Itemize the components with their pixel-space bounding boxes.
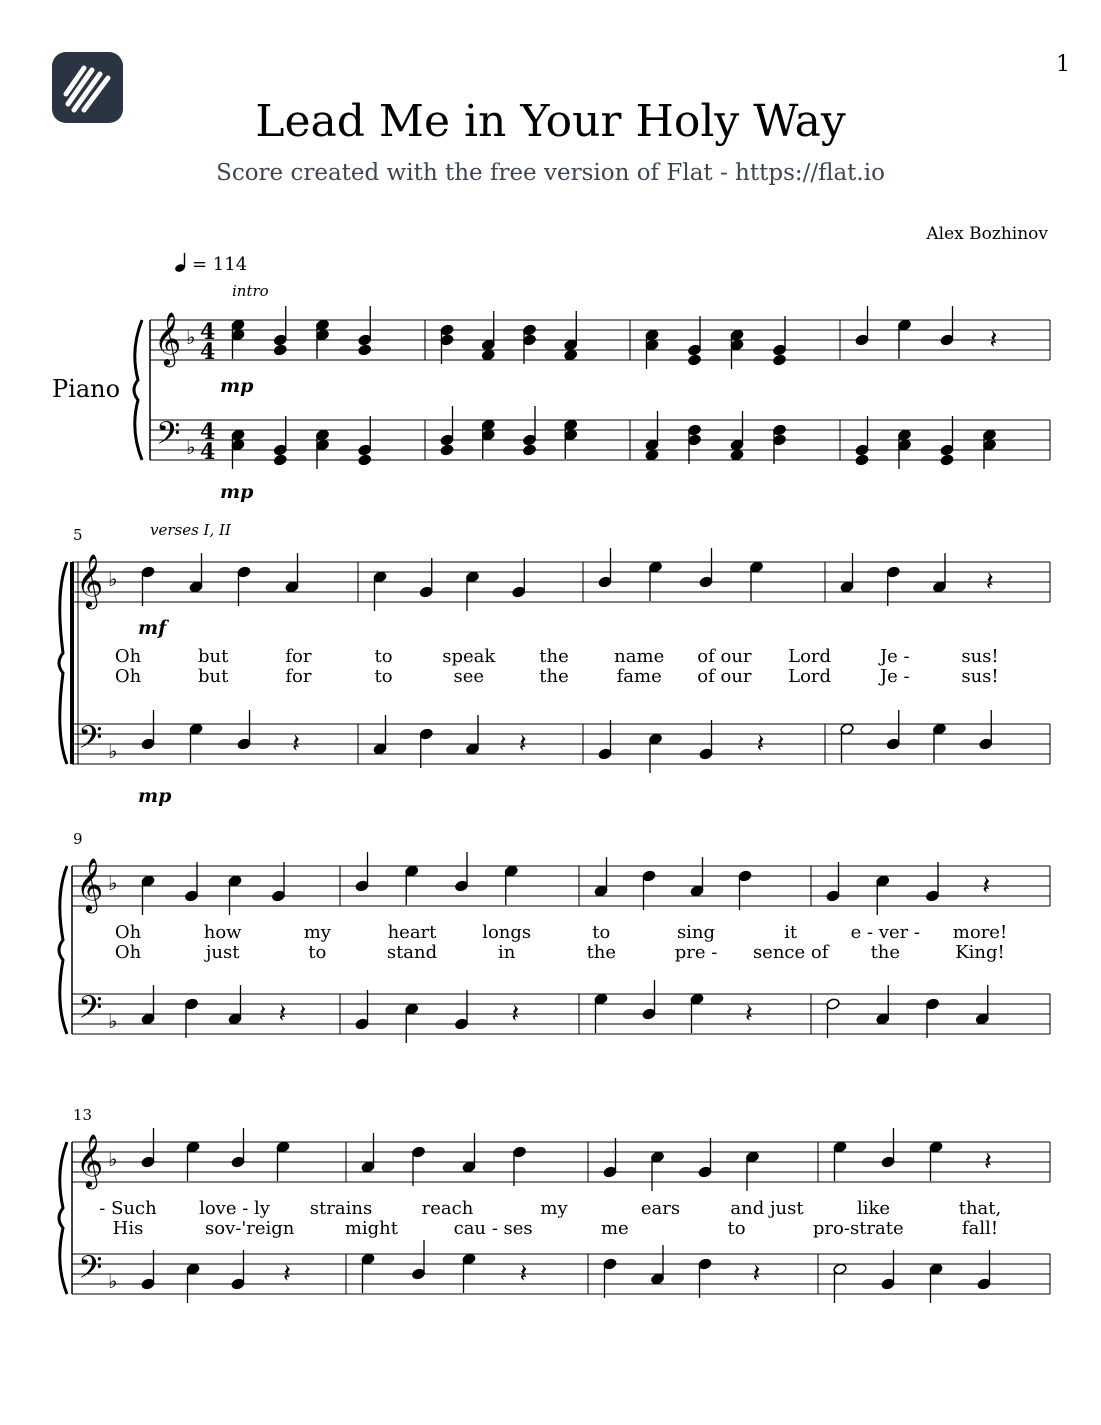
quarter-note [929, 1263, 943, 1303]
lyric-syllable: Lord [788, 666, 832, 687]
quarter-note [273, 306, 287, 346]
quarter-note [687, 354, 701, 366]
quarter-note [358, 416, 372, 456]
time-signature-bottom: 4 [200, 439, 216, 465]
quarter-rest-icon: 𝄽 [278, 999, 287, 1029]
quarter-note [772, 316, 786, 356]
quarter-note [189, 553, 203, 593]
quarter-note [603, 1258, 617, 1298]
upper-staff [72, 562, 1050, 602]
composer: Alex Bozhinov [926, 224, 1048, 244]
quarter-note [749, 561, 763, 601]
notehead [855, 454, 869, 466]
quarter-note [358, 306, 372, 346]
treble-clef-icon: 𝄞 [76, 857, 104, 911]
lyric-syllable: Lord [788, 646, 832, 667]
quarter-note [186, 1141, 200, 1181]
notehead [564, 349, 578, 361]
lyric-syllable: Je - [879, 666, 910, 687]
quarter-note [462, 1133, 476, 1173]
notehead [273, 344, 287, 356]
lyric-syllable: e - ver - [850, 922, 921, 943]
quarter-rest-icon: 𝄽 [752, 1259, 761, 1289]
measure-number: 13 [73, 1106, 93, 1124]
quarter-rest-icon: 𝄽 [292, 729, 300, 759]
quarter-note [876, 985, 890, 1025]
lyric-syllable: fall! [961, 1218, 999, 1239]
lyric-syllable: it [784, 922, 798, 943]
quarter-note [642, 980, 656, 1020]
lower-staff [150, 420, 1050, 460]
notehead [440, 444, 454, 456]
quarter-note [699, 720, 713, 760]
bass-clef-icon: 𝄢 [78, 989, 103, 1033]
quarter-note [512, 1146, 526, 1186]
quarter-note [231, 1250, 245, 1290]
lyric-syllable: might [344, 1218, 399, 1239]
quarter-note [419, 728, 433, 768]
quarter-note [141, 1128, 155, 1168]
quarter-note [826, 862, 840, 902]
lyric-syllable: sus! [961, 646, 999, 667]
lyric-syllable: the [539, 646, 569, 667]
quarter-note [738, 870, 752, 910]
quarter-note [897, 319, 911, 359]
quarter-note [881, 1250, 895, 1290]
lyric-syllable: pro-strate [812, 1218, 904, 1239]
quarter-note [522, 444, 536, 456]
time-signature-top: 4 [200, 319, 216, 345]
quarter-note [481, 349, 495, 361]
measure-number: 9 [73, 830, 83, 848]
lyric-syllable: - Such [99, 1198, 157, 1219]
score-subtitle: Score created with the free version of Flat - https://flat.io [216, 160, 885, 186]
quarter-note [355, 990, 369, 1030]
quarter-note [373, 715, 387, 755]
lyric-syllable: just [205, 942, 240, 963]
quarter-note [650, 1245, 664, 1285]
quarter-note [650, 1151, 664, 1191]
brace-icon [134, 320, 142, 460]
lyric-syllable: name [614, 646, 665, 667]
lyric-syllable: to [308, 942, 327, 963]
quarter-note [564, 349, 578, 361]
quarter-note [690, 857, 704, 897]
lyric-syllable: longs [482, 922, 532, 943]
quarter-note [465, 715, 479, 755]
quarter-rest-icon: 𝄽 [518, 729, 527, 759]
quarter-note [855, 306, 869, 346]
quarter-note [876, 875, 890, 915]
notehead [481, 349, 495, 361]
measure-number: 5 [73, 526, 83, 544]
quarter-rest-icon: 𝄽 [985, 567, 994, 597]
quarter-note [979, 710, 993, 750]
lyric-syllable: to [727, 1218, 746, 1239]
quarter-note [603, 1138, 617, 1178]
quarter-note [186, 1263, 200, 1303]
quarter-note [271, 862, 285, 902]
lyric-syllable: but [198, 646, 229, 667]
lyric-syllable: Oh [114, 646, 142, 667]
lyric-syllable: in [497, 942, 516, 963]
quarter-note [405, 865, 419, 905]
quarter-note [745, 1151, 759, 1191]
dynamic-marking: mp [220, 481, 254, 503]
lyric-syllable: reach [421, 1198, 474, 1219]
quarter-note [273, 344, 287, 356]
quarter-note [687, 316, 701, 356]
lyric-syllable: sus! [961, 666, 999, 687]
quarter-note [273, 454, 287, 466]
lyric-syllable: His [112, 1218, 144, 1239]
quarter-note [355, 852, 369, 892]
lyric-syllable: heart [387, 922, 437, 943]
quarter-note [512, 558, 526, 598]
quarter-note [975, 985, 989, 1025]
quarter-note [598, 548, 612, 588]
lyric-syllable: me [600, 1218, 629, 1239]
quarter-note [361, 1133, 375, 1173]
flat-sign-icon: ♭ [186, 435, 196, 459]
quarter-note [440, 444, 454, 456]
treble-clef-icon: 𝄞 [76, 553, 104, 607]
quarter-note [940, 416, 954, 456]
quarter-note [855, 416, 869, 456]
lower-staff [72, 724, 1050, 764]
lyric-syllable: my [303, 922, 331, 943]
flat-sign-icon: ♭ [108, 567, 118, 591]
lyric-syllable: of our [697, 666, 752, 687]
quarter-note [925, 998, 939, 1038]
quarter-rest-icon: 𝄽 [982, 871, 991, 901]
lyric-syllable: strains [309, 1198, 373, 1219]
section-label: intro [232, 282, 269, 300]
quarter-note [940, 306, 954, 346]
quarter-note [886, 710, 900, 750]
quarter-rest-icon: 𝄽 [519, 1259, 528, 1289]
lyric-syllable: see [453, 666, 485, 687]
lyric-syllable: that, [958, 1198, 1002, 1219]
quarter-note [141, 710, 155, 750]
quarter-note [932, 553, 946, 593]
quarter-note [419, 558, 433, 598]
lyric-syllable: fame [616, 666, 662, 687]
flat-sign-icon: ♭ [108, 1147, 118, 1171]
quarter-note [358, 344, 372, 356]
flat-sign-icon: ♭ [108, 1009, 118, 1033]
lyric-syllable: to [592, 922, 611, 943]
lyric-syllable: Oh [114, 942, 142, 963]
quarter-note [411, 1146, 425, 1186]
quarter-note [690, 993, 704, 1033]
quarter-note [940, 454, 954, 466]
dynamic-marking: mf [138, 617, 167, 639]
brace-icon [59, 866, 67, 1034]
quarter-note [648, 561, 662, 601]
quarter-rest-icon: 𝄽 [745, 999, 753, 1029]
quarter-note [237, 710, 251, 750]
quarter-note [886, 566, 900, 606]
notehead [772, 354, 786, 366]
brace-icon [59, 562, 67, 764]
dynamic-marking: mp [220, 375, 254, 397]
quarter-note [929, 1141, 943, 1181]
quarter-note [598, 720, 612, 760]
quarter-rest-icon: 𝄽 [511, 999, 520, 1029]
lyric-syllable: ears [640, 1198, 681, 1219]
lyric-syllable: for [285, 646, 312, 667]
notehead [522, 444, 536, 456]
treble-clef-icon: 𝄞 [76, 1133, 104, 1187]
lyric-syllable: like [856, 1198, 891, 1219]
time-signature-bottom: 4 [200, 339, 216, 365]
quarter-note [141, 566, 155, 606]
half-note [826, 998, 840, 1038]
brace-icon [59, 1142, 67, 1294]
quarter-note [698, 1258, 712, 1298]
quarter-note [730, 449, 744, 461]
quarter-note [699, 548, 713, 588]
quarter-note [462, 1253, 476, 1293]
repeat-start-thick [70, 562, 74, 764]
lyric-syllable: sence of [752, 942, 829, 963]
notehead [687, 354, 701, 366]
notehead [358, 454, 372, 466]
quarter-note [855, 454, 869, 466]
quarter-note [440, 406, 454, 446]
quarter-note [698, 1138, 712, 1178]
lyric-syllable: love - ly [199, 1198, 270, 1219]
lyric-syllable: to [374, 646, 393, 667]
quarter-note [237, 566, 251, 606]
section-label: verses I, II [150, 521, 231, 539]
notehead [645, 449, 659, 461]
quarter-note [645, 411, 659, 451]
bass-clef-icon: 𝄢 [78, 719, 103, 763]
quarter-note [594, 993, 608, 1033]
lower-staff [72, 994, 1050, 1034]
lyric-syllable: pre - [674, 942, 718, 963]
quarter-note [454, 852, 468, 892]
lyric-syllable: of our [697, 646, 752, 667]
quarter-note [189, 723, 203, 763]
quarter-note [228, 985, 242, 1025]
bass-clef-icon: 𝄢 [156, 415, 181, 459]
quarter-rest-icon: 𝄽 [756, 729, 765, 759]
bass-clef-icon: 𝄢 [78, 1249, 103, 1293]
quarter-note [481, 311, 495, 351]
score-title: Lead Me in Your Holy Way [255, 96, 846, 147]
tempo-text: = 114 [192, 254, 248, 275]
quarter-note [184, 998, 198, 1038]
quarter-note [184, 862, 198, 902]
notehead [358, 344, 372, 356]
notehead [940, 454, 954, 466]
quarter-note [833, 1141, 847, 1181]
lyric-syllable: King! [955, 942, 1005, 963]
lyric-syllable: for [285, 666, 312, 687]
quarter-note [772, 354, 786, 366]
quarter-note [141, 875, 155, 915]
flat-sign-icon: ♭ [186, 325, 196, 349]
quarter-note [141, 985, 155, 1025]
flat-sign-icon: ♭ [108, 739, 118, 763]
quarter-note [141, 1250, 155, 1290]
notehead [730, 449, 744, 461]
quarter-note [648, 733, 662, 773]
quarter-note [925, 862, 939, 902]
lyric-syllable: Oh [114, 922, 142, 943]
quarter-note [454, 990, 468, 1030]
quarter-rest-icon: 𝄽 [283, 1259, 291, 1289]
lyric-syllable: the [539, 666, 569, 687]
lyric-syllable: the [586, 942, 617, 963]
flat-sign-icon: ♭ [108, 871, 118, 895]
lyric-syllable: but [198, 666, 229, 687]
quarter-note [730, 411, 744, 451]
flat-sign-icon: ♭ [108, 1269, 118, 1293]
quarter-rest-icon: 𝄽 [984, 1147, 992, 1177]
quarter-note [231, 1128, 245, 1168]
lyric-syllable: the [870, 942, 901, 963]
lyric-syllable: sing [676, 922, 716, 943]
quarter-note [977, 1250, 991, 1290]
lyric-syllable: cau - ses [453, 1218, 533, 1239]
lyric-syllable: sov-'reign [205, 1218, 295, 1239]
quarter-note [642, 870, 656, 910]
lyric-syllable: to [374, 666, 393, 687]
quarter-note [645, 449, 659, 461]
quarter-note [373, 571, 387, 611]
quarter-note [228, 875, 242, 915]
quarter-note [276, 1141, 290, 1181]
time-signature-top: 4 [200, 419, 216, 445]
quarter-note [285, 553, 299, 593]
quarter-note [358, 454, 372, 466]
lyric-syllable: and just [730, 1198, 804, 1219]
quarter-rest-icon: 𝄽 [989, 325, 998, 355]
notehead [273, 454, 287, 466]
lower-staff [72, 1254, 1050, 1294]
lyric-syllable: speak [442, 646, 496, 667]
quarter-note [522, 406, 536, 446]
half-note [840, 723, 854, 763]
quarter-note [405, 1003, 419, 1043]
quarter-note [564, 311, 578, 351]
lyric-syllable: Oh [114, 666, 142, 687]
quarter-note [504, 865, 518, 905]
quarter-note [361, 1253, 375, 1293]
treble-clef-icon: 𝄞 [154, 311, 182, 365]
instrument-name: Piano [52, 375, 121, 403]
quarter-note [411, 1240, 425, 1280]
quarter-note [465, 571, 479, 611]
quarter-note [932, 723, 946, 763]
quarter-note [594, 857, 608, 897]
lyric-syllable: how [203, 922, 242, 943]
quarter-note [273, 416, 287, 456]
lyric-syllable: stand [386, 942, 438, 963]
lyric-syllable: more! [952, 922, 1008, 943]
quarter-note [840, 553, 854, 593]
half-note [833, 1263, 847, 1303]
upper-staff [72, 866, 1050, 906]
dynamic-marking: mp [138, 785, 172, 807]
lyric-syllable: Je - [879, 646, 910, 667]
quarter-note [881, 1128, 895, 1168]
lyric-syllable: my [540, 1198, 568, 1219]
upper-staff [72, 1142, 1050, 1182]
page-number: 1 [1056, 52, 1070, 77]
